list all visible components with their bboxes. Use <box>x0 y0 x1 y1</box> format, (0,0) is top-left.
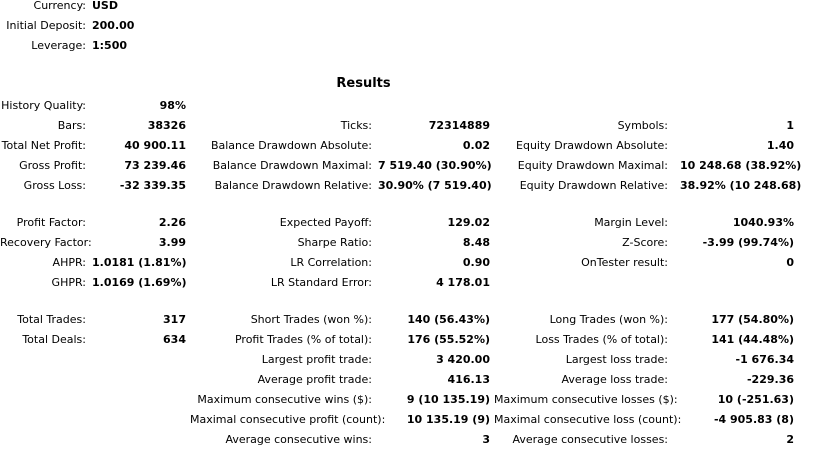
total-trades-label: Total Trades: <box>17 313 86 326</box>
recovery-factor-value: 3.99 <box>158 236 186 249</box>
max-consecutive-wins-label: Maximum consecutive wins ($): <box>197 393 372 406</box>
lr-standard-error-value: 4 178.01 <box>436 276 490 289</box>
balance-drawdown-absolute-label: Balance Drawdown Absolute: <box>210 139 372 152</box>
recovery-factor-label: Recovery Factor: <box>0 236 92 249</box>
max-consecutive-wins-value: 9 (10 135.19) <box>406 393 490 406</box>
gross-loss-value: -32 339.35 <box>119 179 186 192</box>
ontester-result-value: 0 <box>786 256 794 269</box>
ticks-label: Ticks: <box>340 119 372 132</box>
average-profit-trade-value: 416.13 <box>447 373 490 386</box>
balance-drawdown-relative-label: Balance Drawdown Relative: <box>214 179 372 192</box>
lr-correlation-label: LR Correlation: <box>290 256 372 269</box>
average-consecutive-wins-value: 3 <box>482 433 490 446</box>
largest-profit-trade-label: Largest profit trade: <box>261 353 372 366</box>
equity-drawdown-relative-value: 38.92% (10 248.68) <box>680 179 802 192</box>
margin-level-label: Margin Level: <box>594 216 668 229</box>
maximal-consecutive-profit-label: Maximal consecutive profit (count): <box>190 413 386 426</box>
currency-value: USD <box>92 0 118 12</box>
ticks-value: 72314889 <box>428 119 490 132</box>
total-net-profit-label: Total Net Profit: <box>1 139 86 152</box>
lr-correlation-value: 0.90 <box>462 256 490 269</box>
average-loss-trade-value: -229.36 <box>746 373 794 386</box>
symbols-value: 1 <box>786 119 794 132</box>
ahpr-value: 1.0181 (1.81%) <box>92 256 187 269</box>
balance-drawdown-absolute-value: 0.02 <box>462 139 490 152</box>
balance-drawdown-relative-value: 30.90% (7 519.40) <box>378 179 492 192</box>
average-consecutive-wins-label: Average consecutive wins: <box>225 433 372 446</box>
equity-drawdown-maximal-value: 10 248.68 (38.92%) <box>680 159 802 172</box>
profit-trades-value: 176 (55.52%) <box>407 333 490 346</box>
long-trades-label: Long Trades (won %): <box>549 313 668 326</box>
equity-drawdown-maximal-label: Equity Drawdown Maximal: <box>517 159 668 172</box>
total-trades-value: 317 <box>163 313 186 326</box>
largest-profit-trade-value: 3 420.00 <box>436 353 490 366</box>
bars-label: Bars: <box>57 119 86 132</box>
total-deals-value: 634 <box>163 333 186 346</box>
ahpr-label: AHPR: <box>52 256 86 269</box>
lr-standard-error-label: LR Standard Error: <box>270 276 372 289</box>
loss-trades-label: Loss Trades (% of total): <box>535 333 668 346</box>
maximal-consecutive-loss-label: Maximal consecutive loss (count): <box>494 413 682 426</box>
max-consecutive-losses-value: 10 (-251.63) <box>717 393 794 406</box>
sharpe-ratio-value: 8.48 <box>462 236 490 249</box>
balance-drawdown-maximal-label: Balance Drawdown Maximal: <box>212 159 372 172</box>
average-profit-trade-label: Average profit trade: <box>257 373 372 386</box>
max-consecutive-losses-label: Maximum consecutive losses ($): <box>494 393 678 406</box>
history-quality-label: History Quality: <box>1 99 86 112</box>
initial-deposit-label: Initial Deposit: <box>6 19 86 32</box>
gross-profit-label: Gross Profit: <box>19 159 86 172</box>
average-consecutive-losses-label: Average consecutive losses: <box>512 433 668 446</box>
expected-payoff-label: Expected Payoff: <box>279 216 372 229</box>
profit-factor-label: Profit Factor: <box>16 216 86 229</box>
results-title: Results <box>336 76 391 91</box>
expected-payoff-value: 129.02 <box>447 216 490 229</box>
equity-drawdown-absolute-value: 1.40 <box>766 139 794 152</box>
total-deals-label: Total Deals: <box>22 333 86 346</box>
z-score-value: -3.99 (99.74%) <box>702 236 794 249</box>
history-quality-value: 98% <box>159 99 186 112</box>
equity-drawdown-absolute-label: Equity Drawdown Absolute: <box>516 139 668 152</box>
maximal-consecutive-profit-value: 10 135.19 (9) <box>406 413 490 426</box>
initial-deposit-value: 200.00 <box>92 19 135 32</box>
bars-value: 38326 <box>147 119 186 132</box>
equity-drawdown-relative-label: Equity Drawdown Relative: <box>519 179 668 192</box>
short-trades-value: 140 (56.43%) <box>407 313 490 326</box>
profit-factor-value: 2.26 <box>158 216 186 229</box>
total-net-profit-value: 40 900.11 <box>124 139 186 152</box>
ghpr-value: 1.0169 (1.69%) <box>92 276 187 289</box>
ontester-result-label: OnTester result: <box>581 256 668 269</box>
loss-trades-value: 141 (44.48%) <box>711 333 794 346</box>
gross-loss-label: Gross Loss: <box>23 179 86 192</box>
leverage-label: Leverage: <box>31 39 86 52</box>
long-trades-value: 177 (54.80%) <box>711 313 794 326</box>
margin-level-value: 1040.93% <box>732 216 794 229</box>
short-trades-label: Short Trades (won %): <box>250 313 372 326</box>
sharpe-ratio-label: Sharpe Ratio: <box>297 236 372 249</box>
currency-label: Currency: <box>33 0 86 12</box>
gross-profit-value: 73 239.46 <box>124 159 186 172</box>
average-consecutive-losses-value: 2 <box>786 433 794 446</box>
largest-loss-trade-label: Largest loss trade: <box>565 353 668 366</box>
z-score-label: Z-Score: <box>622 236 668 249</box>
profit-trades-label: Profit Trades (% of total): <box>234 333 372 346</box>
maximal-consecutive-loss-value: -4 905.83 (8) <box>713 413 794 426</box>
balance-drawdown-maximal-value: 7 519.40 (30.90%) <box>378 159 492 172</box>
average-loss-trade-label: Average loss trade: <box>561 373 668 386</box>
symbols-label: Symbols: <box>617 119 668 132</box>
leverage-value: 1:500 <box>92 39 128 52</box>
largest-loss-trade-value: -1 676.34 <box>735 353 794 366</box>
ghpr-label: GHPR: <box>51 276 86 289</box>
